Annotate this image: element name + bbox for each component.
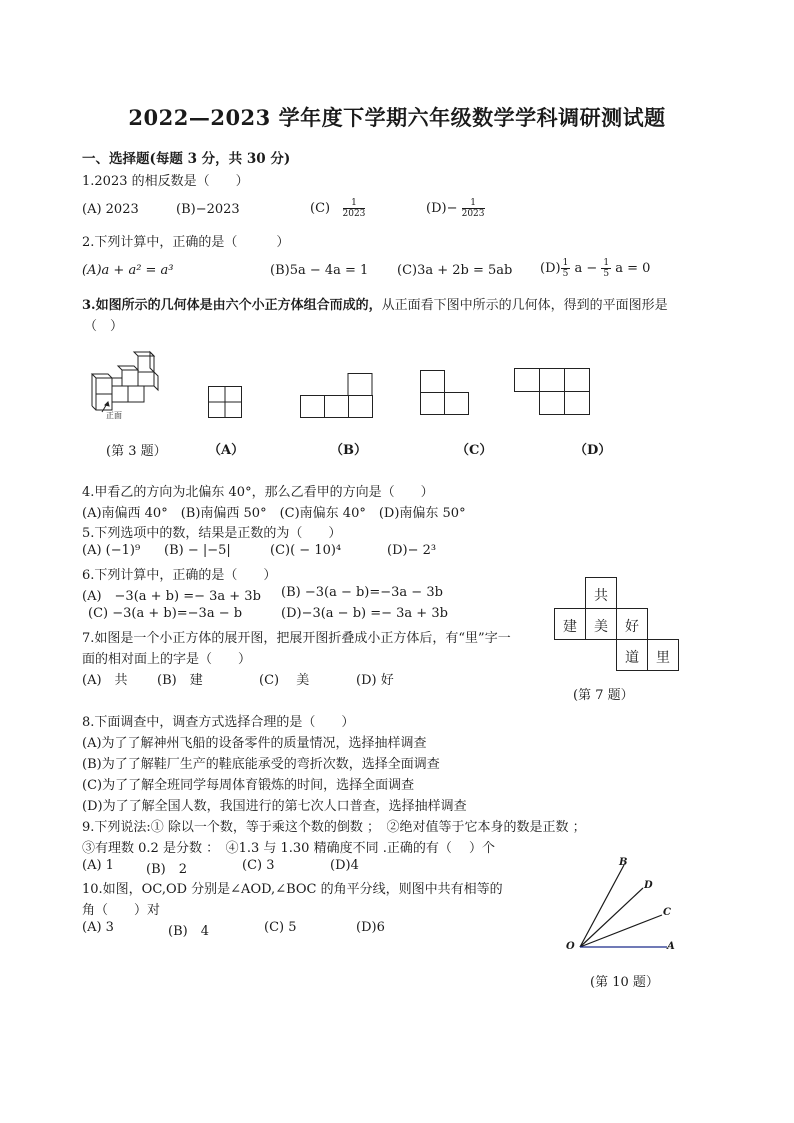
q7-option-c: (C) 美	[259, 673, 310, 688]
q3-option-a-figure	[208, 386, 242, 418]
q6-option-d: (D)−3(a − b) =− 3a + 3b	[281, 606, 448, 621]
q10-angle-figure	[570, 860, 680, 952]
q5-option-c: (C)( − 10)⁴	[270, 543, 342, 558]
q1-option-c: (C) $\frac{1}{2023}$	[310, 198, 366, 219]
q7-net-cell-mei: 美	[594, 619, 608, 635]
q7-net-cell-li: 里	[656, 650, 670, 666]
q7-net-cell-jian: 建	[563, 619, 577, 635]
section-heading: 一、选择题(每题 3 分，共 30 分)	[82, 151, 291, 167]
q3-option-d-label: （D）	[574, 443, 612, 458]
q3-option-b-label: （B）	[330, 443, 367, 458]
q10-point-a: A	[667, 941, 675, 952]
q3-option-c-label: （C）	[456, 443, 493, 458]
q3-option-d-figure	[514, 368, 592, 416]
q2-option-d: (D) $\frac{1}{5}$ a − $\frac{1}{5}$ a = 0	[540, 258, 651, 279]
q3-option-b-figure	[300, 373, 374, 419]
q7-net-cell-hao: 好	[625, 619, 639, 635]
q2-option-a: (A)a + a² = a³	[82, 263, 174, 278]
q7-stem-line2: 面的相对面上的字是（ ）	[82, 652, 252, 667]
q6-option-a: (A) −3(a + b) =− 3a + 3b	[82, 589, 261, 604]
q1-option-b: (B)−2023	[176, 202, 240, 217]
q2-option-c: (C)3a + 2b = 5ab	[397, 263, 513, 278]
q7-option-a: (A) 共	[82, 673, 128, 688]
page-title: 2022—2023 学年度下学期六年级数学学科调研测试题	[128, 105, 666, 130]
q10-point-o: O	[566, 941, 575, 952]
q9-option-c: (C) 3	[242, 858, 275, 873]
q5-option-a: (A) (−1)⁹	[82, 543, 141, 558]
q8-option-a: (A)为了了解神州飞船的设备零件的质量情况，选择抽样调查	[82, 736, 427, 751]
q4-stem: 4.甲看乙的方向为北偏东 40°，那么乙看甲的方向是（ ）	[82, 485, 434, 500]
q10-point-d: D	[644, 880, 653, 891]
q8-option-b: (B)为了了解鞋厂生产的鞋底能承受的弯折次数，选择全面调查	[82, 757, 440, 772]
q10-option-c: (C) 5	[264, 920, 297, 935]
q3-solid-figure	[88, 352, 168, 424]
q5-option-d: (D)− 2³	[387, 543, 437, 558]
q3-caption: (第 3 题）	[106, 444, 167, 459]
q9-option-b: (B) 2	[146, 862, 187, 877]
q1-option-a: (A) 2023	[82, 202, 139, 217]
q3-front-label: 正面	[106, 411, 122, 420]
q10-stem-line1: 10.如图，OC,OD 分别是∠AOD,∠BOC 的角平分线，则图中共有相等的	[82, 882, 503, 897]
q10-stem-line2: 角（ ）对	[82, 903, 161, 918]
q6-option-b: (B) −3(a − b)=−3a − 3b	[281, 585, 443, 600]
q1-stem: 1.2023 的相反数是（ ）	[82, 174, 249, 189]
q7-stem-line1: 7.如图是一个小正方体的展开图，把展开图折叠成小正方体后，有“里”字一	[82, 631, 511, 646]
q1-option-d: (D)− $\frac{1}{2023}$	[426, 198, 485, 219]
q5-stem: 5.下列选项中的数，结果是正数的为（ ）	[82, 526, 342, 541]
q7-option-d: (D) 好	[356, 673, 394, 688]
q3-stem: 3.如图所示的几何体是由六个小正方体组合而成的，从正面看下图中所示的几何体，得到的平面图形是	[82, 298, 668, 313]
q8-option-c: (C)为了了解全班同学每周体育锻炼的时间，选择全面调查	[82, 778, 415, 793]
q5-option-b: (B) − |−5|	[164, 543, 231, 558]
q2-stem: 2.下列计算中，正确的是（ ）	[82, 235, 290, 250]
q7-caption: (第 7 题）	[573, 688, 634, 703]
q2-option-b: (B)5a − 4a = 1	[270, 263, 369, 278]
q4-options: (A)南偏西 40° (B)南偏西 50° (C)南偏东 40° (D)南偏东 50°	[82, 506, 466, 521]
q7-net-cell-gong: 共	[594, 588, 608, 604]
q9-option-d: (D)4	[330, 858, 359, 873]
q8-stem: 8.下面调查中，调查方式选择合理的是（ ）	[82, 715, 355, 730]
q10-point-b: B	[619, 857, 628, 868]
q10-point-c: C	[663, 907, 671, 918]
q7-option-b: (B) 建	[157, 673, 203, 688]
q3-option-a-label: （A）	[208, 443, 245, 458]
q9-option-a: (A) 1	[82, 858, 114, 873]
q7-net-cell-dao: 道	[625, 650, 639, 666]
q10-option-a: (A) 3	[82, 920, 114, 935]
q10-option-d: (D)6	[356, 920, 385, 935]
q6-stem: 6.下列计算中，正确的是（ ）	[82, 568, 277, 583]
q6-option-c: (C) −3(a + b)=−3a − b	[88, 606, 243, 621]
q8-option-d: (D)为了了解全国人数，我国进行的第七次人口普查，选择抽样调查	[82, 799, 467, 814]
q10-caption: (第 10 题）	[590, 975, 659, 990]
q10-option-b: (B) 4	[168, 924, 209, 939]
q3-paren: （ ）	[84, 319, 124, 334]
q9-line1: 9.下列说法:① 除以一个数，等于乘这个数的倒数 ； ②绝对值等于它本身的数是正数 ；	[82, 820, 586, 835]
q9-line2: ③有理数 0.2 是分数 ： ④1.3 与 1.30 精确度不同 .正确的有（ ）个	[82, 841, 495, 856]
q3-option-c-figure	[420, 370, 470, 416]
